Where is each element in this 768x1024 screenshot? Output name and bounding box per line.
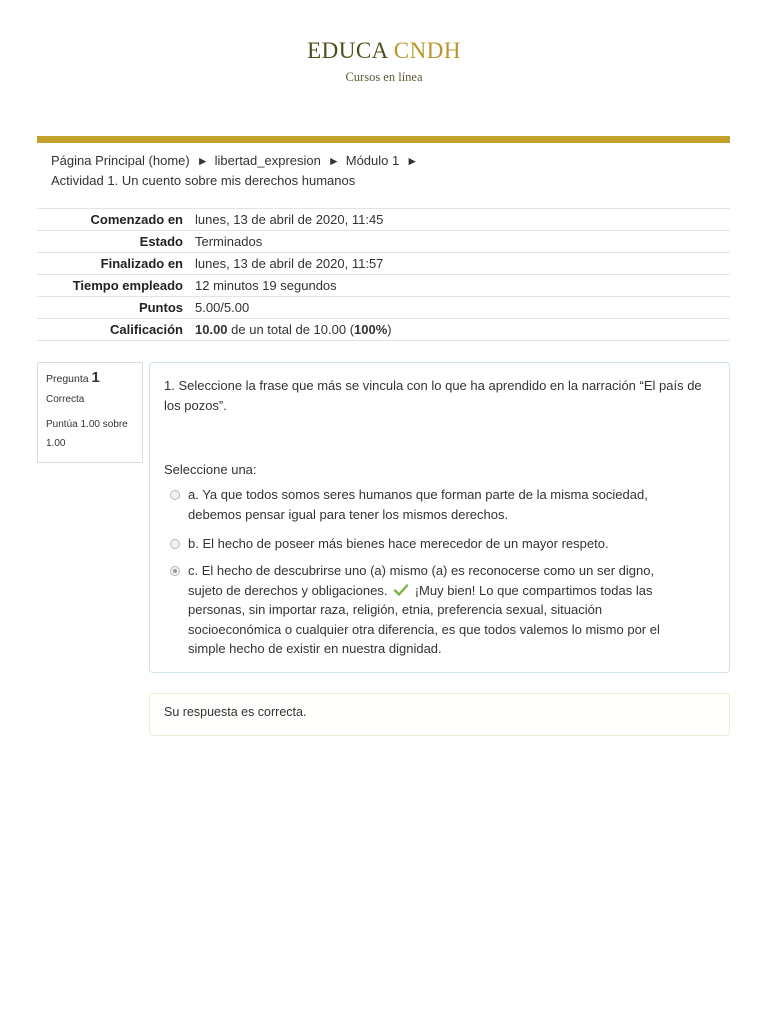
breadcrumb-separator-icon: ► [196,154,209,168]
answer-option-label: b. El hecho de poseer más bienes hace merecedor de un mayor respeto. [188,536,609,551]
question-text: 1. Seleccione la frase que más se vincula con lo que ha aprendido en la narración “El país de los pozos”. [164,378,702,413]
question-number [46,369,142,386]
summary-row [37,297,730,319]
attempt-summary-table [37,208,730,341]
question-content-box [149,362,730,673]
summary-row [37,209,730,231]
summary-label: Puntos [138,300,183,315]
radio-button[interactable] [170,539,180,549]
question-info-box [37,362,143,463]
general-feedback-text: Su respuesta es correcta. [164,705,307,719]
radio-button-selected[interactable] [170,566,180,576]
breadcrumb-item-activity[interactable]: Actividad 1. Un cuento sobre mis derechos humanos [51,173,356,188]
answer-option-label: a. Ya que todos somos seres humanos que forman parte de la misma sociedad, debemos pensar igual para tener los mismos derechos. [188,487,648,522]
answer-option-c[interactable] [170,561,690,659]
grade-value [195,319,730,341]
summary-row-grade [37,319,730,341]
summary-value: lunes, 13 de abril de 2020, 11:57 [195,256,384,271]
logo-cndh-text: CNDH [393,38,461,63]
summary-row [37,253,730,275]
breadcrumb-item-home[interactable]: Página Principal (home) [51,153,190,168]
question-grade: Puntúa 1.00 sobre 1.00 [46,419,128,449]
summary-row [37,231,730,253]
summary-label: Estado [139,234,183,249]
breadcrumb-item-module[interactable]: Módulo 1 [345,153,400,168]
breadcrumb-separator-icon: ► [327,154,340,168]
logo-educa-text: EDUCA [307,38,388,63]
summary-value: 5.00/5.00 [195,300,250,315]
summary-label: Tiempo empleado [72,278,183,293]
breadcrumb [51,151,711,191]
header-divider-bar [37,136,730,143]
site-logo[interactable] [0,38,768,85]
answer-option-label: c. El hecho de descubrirse uno (a) mismo (a) es reconocerse como un ser digno, sujeto de derechos y obligaciones. [188,563,655,598]
radio-button[interactable] [170,490,180,500]
grade-score: 10.00 [195,322,228,337]
answer-prompt: Seleccione una: [164,462,257,477]
summary-row [37,275,730,297]
check-icon [393,583,409,597]
summary-value: Terminados [195,234,263,249]
general-feedback-box [149,693,730,736]
grade-label: Calificación [110,322,183,337]
breadcrumb-separator-icon: ► [406,154,419,168]
summary-label: Comenzado en [90,212,183,227]
answer-option-a[interactable] [170,485,690,524]
grade-close: ) [387,322,392,337]
answer-option-c-content [188,561,690,659]
site-title [0,38,768,64]
answer-option-b[interactable] [170,534,690,554]
question-number-value: 1 [91,369,100,386]
grade-percent: 100% [354,322,388,337]
question-state: Correcta [46,394,85,405]
grade-total: de un total de 10.00 ( [227,322,355,337]
site-subtitle: Cursos en línea [345,70,423,84]
summary-value: 12 minutos 19 segundos [195,278,337,293]
question-label: Pregunta [46,373,89,385]
specific-feedback: ¡Muy bien! Lo que compartimos todas las personas, sin importar raza, religión, etnia, preferencia sexual, situación socioeconómica o cualquier otra diferencia, es que todos valemos lo mismo por el simple hecho de existir en nuestra dignidad. [188,582,660,656]
breadcrumb-item-course[interactable]: libertad_expresion [214,153,321,168]
summary-value: lunes, 13 de abril de 2020, 11:45 [195,212,384,227]
summary-label: Finalizado en [100,256,183,271]
